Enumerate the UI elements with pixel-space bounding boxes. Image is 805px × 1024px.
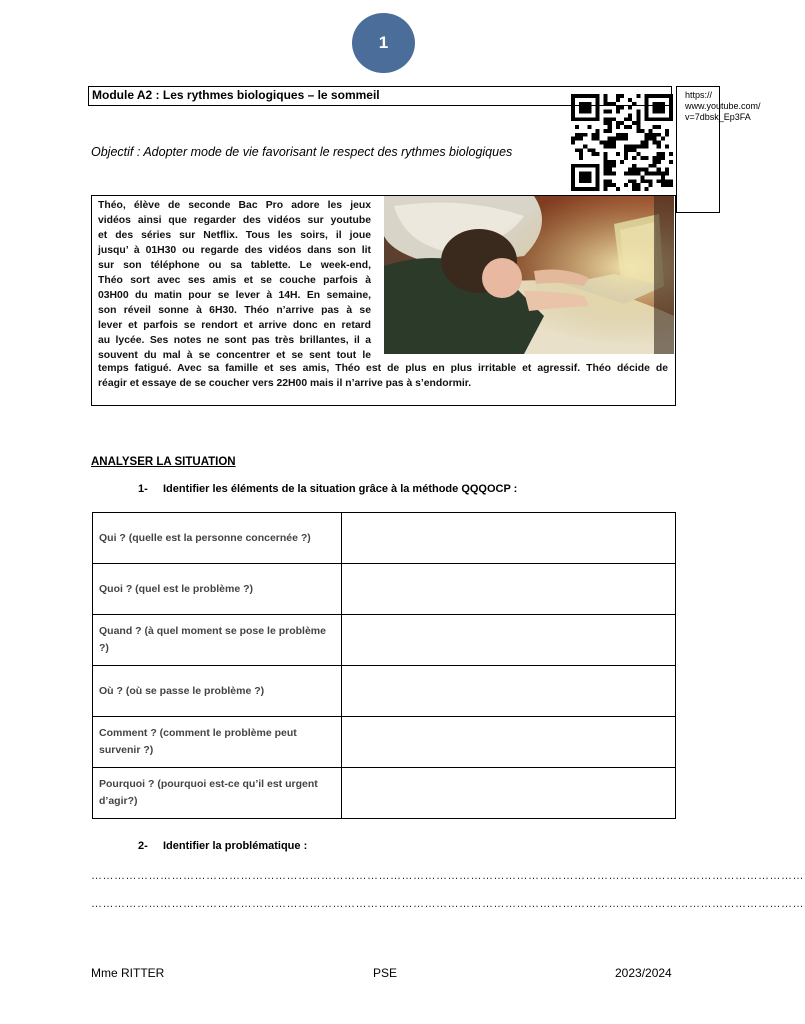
footer-author: Mme RITTER: [91, 966, 165, 980]
situation-text-line: et des séries sur Netflix. Tous les soirs, il joue: [98, 230, 371, 241]
situation-text-line: Théo, élève de seconde Bac Pro adore les jeux: [98, 200, 371, 211]
module-title: Module A2 : Les rythmes biologiques – le sommeil: [92, 88, 380, 102]
question-label: Pourquoi ? (pourquoi est-ce qu’il est urgent d’agir?): [93, 768, 342, 819]
table-row: [93, 564, 676, 615]
answer-cell[interactable]: [342, 513, 676, 564]
footer-year: 2023/2024: [615, 966, 672, 980]
situation-text-line: sur son téléphone ou sa tablette. Le week-end,: [98, 260, 371, 271]
question-1-number: 1-: [138, 483, 148, 495]
answer-line[interactable]: ……………………………………………………………………………………………………………………………………………………………………: [91, 870, 804, 882]
objective-text: Objectif : Adopter mode de vie favorisant le respect des rythmes biologiques: [91, 145, 513, 159]
situation-text-line: lever et parfois se rendort et arrive donc en retard: [98, 320, 371, 331]
table-row: [93, 666, 676, 717]
question-1-text: Identifier les éléments de la situation grâce à la méthode QQQOCP :: [163, 483, 518, 495]
section-title: ANALYSER LA SITUATION: [91, 456, 236, 468]
situation-text-column: [98, 198, 371, 363]
table-row: [93, 513, 676, 564]
qqqocp-table: [92, 512, 676, 819]
situation-text-line: temps fatigué. Avec sa famille et ses amis, Théo est de plus en plus irritable et agressif. Théo décide de: [98, 363, 668, 374]
answer-line[interactable]: ……………………………………………………………………………………………………………………………………………………………………: [91, 898, 804, 910]
answer-cell[interactable]: [342, 666, 676, 717]
question-label: Qui ? (quelle est la personne concernée ?): [93, 513, 342, 564]
video-link-box[interactable]: [676, 86, 761, 213]
question-1: [138, 483, 517, 495]
table-row: [93, 768, 676, 819]
situation-text-line: 03H00 du matin pour se lever à 14H. En semaine,: [98, 290, 371, 301]
question-2-number: 2-: [138, 840, 148, 852]
footer-subject: PSE: [373, 966, 398, 980]
table-row: [93, 615, 676, 666]
question-2-text: Identifier la problématique :: [163, 840, 308, 852]
situation-text-line: au lycée. Ses notes ne sont pas très brillantes, il a: [98, 335, 371, 346]
qr-code-icon[interactable]: [571, 94, 673, 191]
video-link-text[interactable]: https:// www.youtube.com/ v=7dbsk_Ep3FA: [685, 90, 761, 122]
question-2: [138, 840, 307, 852]
question-label: Comment ? (comment le problème peut survenir ?): [93, 717, 342, 768]
situation-text-line: vidéos ainsi que regarder des vidéos sur youtube: [98, 215, 371, 226]
table-row: [93, 717, 676, 768]
answer-cell[interactable]: [342, 564, 676, 615]
situation-text-line: souvent du mal à se concentrer et se sent tout le: [98, 350, 371, 361]
situation-text-line: son réveil sonne à 6H30. Théo n’arrive pas à se: [98, 305, 371, 316]
situation-text-line: réagir et essaye de se coucher vers 22H00 mais il n’arrive pas à s’endormir.: [98, 378, 472, 389]
situation-text-full: [98, 361, 668, 391]
question-label: Quoi ? (quel est le problème ?): [93, 564, 342, 615]
page-number-badge: 1: [352, 13, 415, 73]
answer-cell[interactable]: [342, 768, 676, 819]
situation-text-line: Théo sort avec ses amis et se couche parfois à: [98, 275, 371, 286]
question-label: Où ? (où se passe le problème ?): [93, 666, 342, 717]
question-label: Quand ? (à quel moment se pose le problème ?): [93, 615, 342, 666]
situation-text-line: jusqu’ à 01H30 ou regarde des vidéos dans son lit: [98, 245, 371, 256]
teen-gaming-photo: [384, 196, 674, 354]
answer-cell[interactable]: [342, 615, 676, 666]
answer-cell[interactable]: [342, 717, 676, 768]
